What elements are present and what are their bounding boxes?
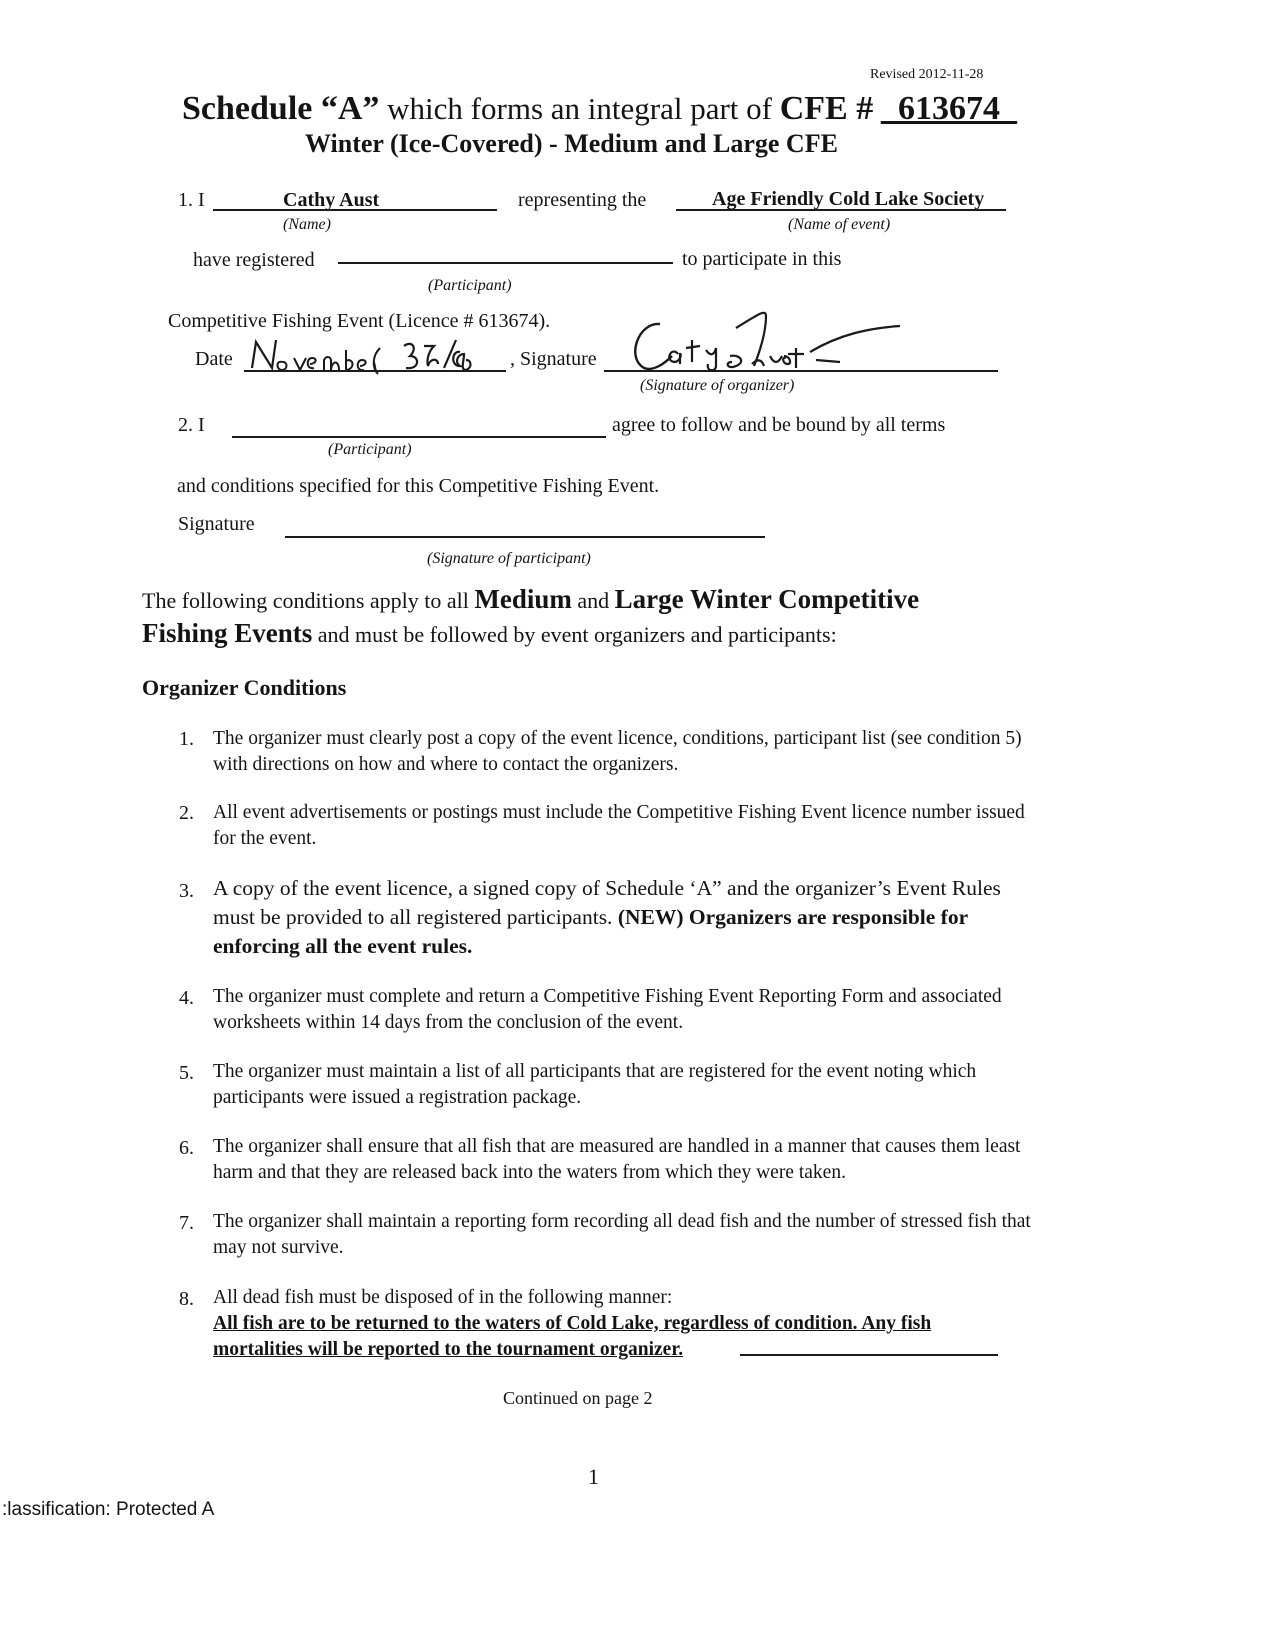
intro-text-3: and must be followed by event organizers and participants: bbox=[312, 622, 837, 647]
participant-underline bbox=[338, 262, 673, 264]
event-value: Age Friendly Cold Lake Society bbox=[712, 188, 985, 210]
agree-text: agree to follow and be bound by all terms bbox=[612, 414, 946, 436]
page-number: 1 bbox=[588, 1464, 599, 1489]
condition-text bbox=[213, 874, 1043, 961]
signature2-label: Signature bbox=[178, 513, 255, 535]
condition-text: All event advertisements or postings must include the Competitive Fishing Event licence number issued for the event. bbox=[213, 802, 1025, 849]
organizer-conditions-heading: Organizer Conditions bbox=[142, 675, 347, 700]
condition-text: The organizer must maintain a list of all participants that are registered for the event noting which participants were issued a registration package. bbox=[213, 1061, 977, 1108]
have-registered-label: have registered bbox=[193, 249, 315, 271]
representing-label: representing the bbox=[518, 189, 647, 211]
signature-label: , Signature bbox=[510, 348, 597, 370]
participant2-caption: (Participant) bbox=[328, 441, 412, 458]
title-cfe: CFE # bbox=[779, 90, 874, 127]
participant-signature-underline bbox=[285, 536, 765, 538]
intro-bold-medium: Medium bbox=[474, 584, 572, 614]
title-mid: which forms an integral part of bbox=[379, 91, 780, 126]
condition-number: 8. bbox=[179, 1288, 194, 1310]
revised-date: Revised 2012-11-28 bbox=[870, 67, 984, 82]
condition-8-disposal-rule: All fish are to be returned to the waters of Cold Lake, regardless of condition. Any fish mortalities will be reported to the tournament organizer. bbox=[213, 1313, 932, 1360]
condition-number: 4. bbox=[179, 987, 194, 1009]
organizer-signature-caption: (Signature of organizer) bbox=[640, 377, 795, 394]
condition-number: 6. bbox=[179, 1137, 194, 1159]
conditions-intro bbox=[142, 583, 1002, 651]
condition-text: The organizer shall ensure that all fish that are measured are handled in a manner that causes them least harm and that they are released back into the waters from which they were taken. bbox=[213, 1136, 1021, 1183]
condition-text: The organizer must complete and return a Competitive Fishing Event Reporting Form and associated worksheets within 14 days from the conclusion of the event. bbox=[213, 986, 1002, 1033]
name-value: Cathy Aust bbox=[283, 189, 380, 211]
event-caption: (Name of event) bbox=[788, 216, 891, 233]
condition-text: The organizer must clearly post a copy of the event licence, conditions, participant list (see condition 5) with directions on how and where to contact the organizers. bbox=[213, 728, 1022, 775]
disposal-underline bbox=[740, 1354, 998, 1356]
condition-3-bold: (NEW) Organizers are responsible for enforcing all the event rules. bbox=[213, 905, 968, 958]
condition-number: 3. bbox=[179, 880, 194, 902]
organizer-signature bbox=[620, 306, 910, 378]
classification-label: :lassification: Protected A bbox=[2, 1499, 215, 1520]
document-title bbox=[182, 90, 1017, 128]
intro-bold-large: Large Winter Competitive Fishing Events bbox=[142, 584, 920, 648]
condition-number: 5. bbox=[179, 1062, 194, 1084]
title-cfe-number: _613674_ bbox=[880, 90, 1017, 127]
participant-signature-caption: (Signature of participant) bbox=[427, 550, 591, 567]
to-participate-label: to participate in this bbox=[682, 248, 842, 270]
name-caption: (Name) bbox=[283, 216, 331, 233]
participant-caption: (Participant) bbox=[428, 277, 512, 294]
line2-prefix: 2. I bbox=[178, 414, 205, 436]
date-label: Date bbox=[195, 348, 233, 370]
condition-text: The organizer shall maintain a reporting form recording all dead fish and the number of stressed fish that may not survive. bbox=[213, 1211, 1031, 1258]
condition-number: 1. bbox=[179, 728, 194, 750]
participant2-underline bbox=[232, 436, 606, 438]
line1-prefix: 1. I bbox=[178, 189, 205, 211]
condition-text bbox=[213, 1285, 1023, 1363]
handwritten-date bbox=[248, 326, 508, 376]
condition-3-text: A copy of the event licence, a signed copy of Schedule ‘A” and the organizer’s Event Rules must be provided to all registered participants. bbox=[213, 876, 1001, 929]
condition-number: 2. bbox=[179, 802, 194, 824]
condition-number: 7. bbox=[179, 1212, 194, 1234]
continued-note: Continued on page 2 bbox=[503, 1388, 653, 1408]
licence-line: Competitive Fishing Event (Licence # 613674). bbox=[168, 310, 551, 332]
intro-text-1: The following conditions apply to all bbox=[142, 588, 475, 613]
title-schedule: Schedule “A” bbox=[182, 90, 380, 127]
intro-text-2: and bbox=[571, 588, 615, 613]
document-subtitle: Winter (Ice-Covered) - Medium and Large CFE bbox=[305, 129, 838, 158]
conditions-text: and conditions specified for this Competitive Fishing Event. bbox=[177, 475, 660, 497]
condition-8-text: All dead fish must be disposed of in the following manner: bbox=[213, 1287, 673, 1308]
